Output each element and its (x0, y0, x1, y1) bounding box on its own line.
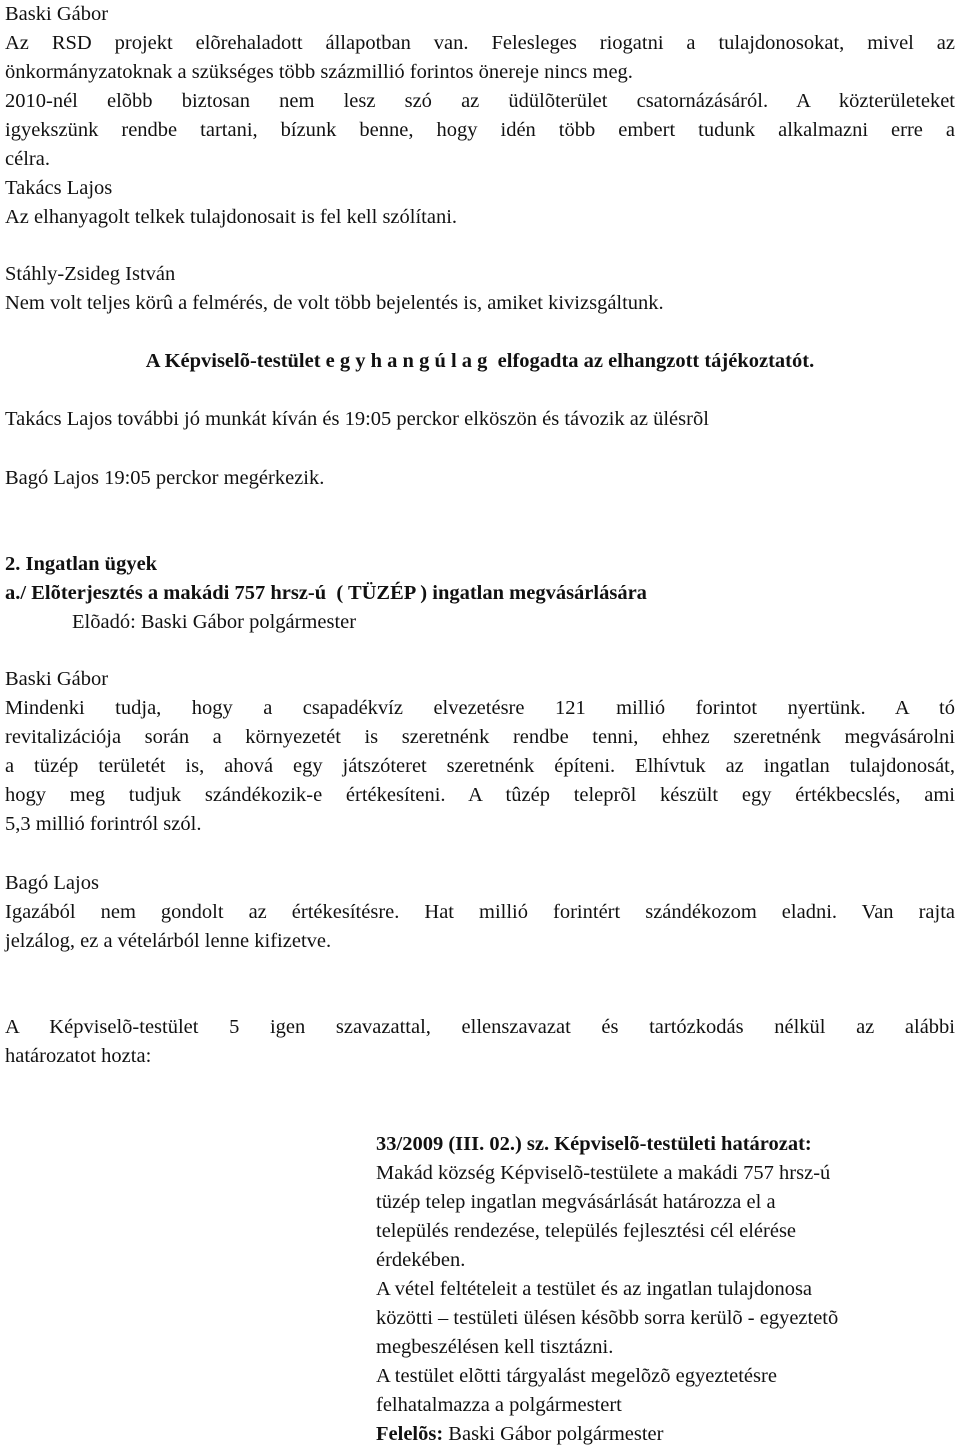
paragraph-line: célra. (5, 148, 50, 170)
decision-statement: A Képviselõ-testület e g y h a n g ú l a g elfogadta az elhangzott tájékoztatót. (145, 350, 815, 372)
responsible-value: Baski Gábor polgármester (448, 1423, 664, 1445)
resolution-line: közötti – testületi ülésen késõbb sorra kerülõ - egyeztetõ (376, 1307, 839, 1329)
vote-line: határozatot hozta: (5, 1045, 152, 1067)
speaker-name: Bagó Lajos (5, 872, 99, 894)
speaker-name: Takács Lajos (5, 177, 113, 199)
responsible-line (376, 1420, 936, 1449)
resolution-title: 33/2009 (III. 02.) sz. Képviselõ-testületi határozat: (376, 1133, 812, 1155)
speaker-name: Stáhly-Zsideg István (5, 263, 176, 285)
paragraph-line: Igazából nem gondolt az értékesítésre. Hat millió forintért szándékozom eladni. Van rajta (5, 901, 955, 923)
resolution-line: tüzép telep ingatlan megvásárlását határozza el a (376, 1191, 776, 1213)
resolution-line: A testület elõtti tárgyalást megelõzõ egyeztetésre (376, 1365, 777, 1387)
vote-line: A Képviselõ-testület 5 igen szavazattal, ellenszavazat és tartózkodás nélkül az alábbi (5, 1016, 955, 1038)
presenter-line: Elõadó: Baski Gábor polgármester (72, 611, 357, 633)
agenda-item-title: a./ Elõterjesztés a makádi 757 hrsz-ú ( TÜZÉP ) ingatlan megvásárlására (5, 582, 647, 604)
resolution-line: A vétel feltételeit a testület és az ingatlan tulajdonosa (376, 1278, 813, 1300)
paragraph-line: a tüzép területét is, ahová egy játszóteret szeretnénk építeni. Elhívtuk az ingatlan tulajdonosát, (5, 755, 955, 777)
section-heading: 2. Ingatlan ügyek (5, 553, 158, 575)
resolution-line: érdekében. (376, 1249, 466, 1271)
resolution-line: megbeszélésen kell tisztázni. (376, 1336, 614, 1358)
paragraph-line: jelzálog, ez a vételárból lenne kifizetve. (5, 930, 332, 952)
paragraph-line: hogy meg tudjuk szándékozik-e értékesíteni. A tûzép teleprõl készült egy értékbecslés, ami (5, 784, 955, 806)
speaker-name: Baski Gábor (5, 668, 109, 690)
resolution-line: település rendezése, település fejlesztési cél elérése (376, 1220, 797, 1242)
paragraph-line: Az elhanyagolt telkek tulajdonosait is fel kell szólítani. (5, 206, 458, 228)
paragraph-line: Nem volt teljes körû a felmérés, de volt több bejelentés is, amiket kivizsgáltunk. (5, 292, 664, 314)
resolution-line: felhatalmazza a polgármestert (376, 1394, 622, 1416)
speaker-name: Baski Gábor (5, 3, 109, 25)
paragraph-line: 5,3 millió forintról szól. (5, 813, 202, 835)
note-line: Bagó Lajos 19:05 perckor megérkezik. (5, 467, 325, 489)
paragraph-line: Az RSD projekt elõrehaladott állapotban van. Felesleges riogatni a tulajdonosokat, mivel az (5, 32, 955, 54)
resolution-line: Makád község Képviselõ-testülete a makádi 757 hrsz-ú (376, 1162, 831, 1184)
responsible-label: Felelõs: (376, 1423, 444, 1445)
paragraph-line: Mindenki tudja, hogy a csapadékvíz elvezetésre 121 millió forintot nyertünk. A tó (5, 697, 955, 719)
paragraph-line: revitalizációja során a környezetét is szeretnénk rendbe tenni, ehhez szeretnénk megvásárolni (5, 726, 955, 748)
paragraph-line: 2010-nél elõbb biztosan nem lesz szó az üdülõterület csatornázásáról. A közterületeket (5, 90, 955, 112)
note-line: Takács Lajos további jó munkát kíván és 19:05 perckor elköszön és távozik az ülésrõl (5, 408, 709, 430)
paragraph-line: önkormányzatoknak a szükséges több százmillió forintos önereje nincs meg. (5, 61, 633, 83)
paragraph-line: igyekszünk rendbe tartani, bízunk benne, hogy idén több embert tudunk alkalmazni erre a (5, 119, 955, 141)
